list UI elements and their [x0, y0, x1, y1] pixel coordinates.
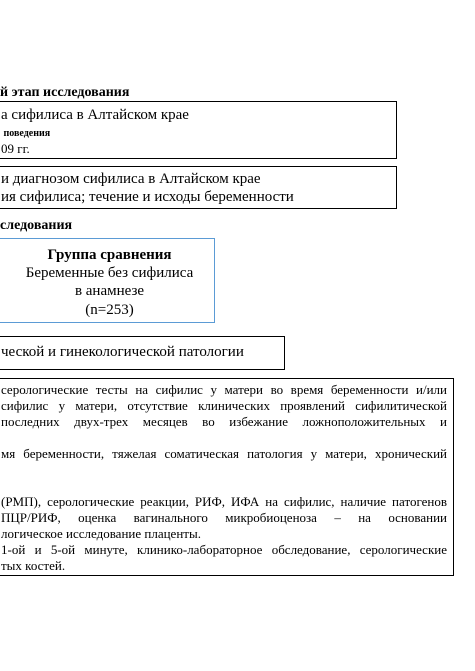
pathology-text: ческой и гинекологической патологии: [1, 344, 244, 360]
criteria-line-9: тых костей.: [1, 558, 66, 573]
section-heading: следования: [0, 218, 73, 233]
comparison-group-box: [0, 238, 215, 323]
comparison-group-desc-1: Беременные без сифилиса: [25, 265, 194, 281]
criteria-line-8: 1-ой и 5-ой минуте, клинико-лабораторное обследование, серологические: [1, 542, 447, 557]
criteria-box: [0, 378, 454, 576]
criteria-line-3: последних двух-трех месяцев во избежание ложноположительных и: [1, 414, 447, 429]
pathology-box: [0, 336, 285, 370]
criteria-line-7: логическое исследование плаценты.: [1, 526, 201, 541]
criteria-line-6: ПЦР/РИФ, оценка вагинального микробиоценоза – на основании: [1, 510, 447, 525]
study-box-2-line2: ия сифилиса; течение и исходы беременности: [1, 189, 294, 205]
comparison-group-count: (n=253): [85, 302, 134, 318]
study-box-1: [0, 101, 397, 159]
criteria-line-5: (РМП), серологические реакции, РИФ, ИФА на сифилис, наличие патогенов: [1, 494, 447, 509]
study-box-1-years: 09 гг.: [1, 141, 30, 156]
comparison-group-title: Группа сравнения: [47, 247, 172, 263]
study-box-1-subtitle: поведения: [1, 128, 51, 139]
study-box-2: [0, 166, 397, 209]
stage-heading: й этап исследования: [0, 85, 130, 100]
criteria-line-2: сифилис у матери, отсутствие клинических проявлений сифилитической: [1, 398, 447, 413]
comparison-group-desc-2: в анамнезе: [74, 283, 145, 299]
criteria-line-1: серологические тесты на сифилис у матери во время беременности и/или: [1, 382, 447, 397]
criteria-line-4: мя беременности, тяжелая соматическая патология у матери, хронический: [1, 446, 447, 461]
study-box-1-title: а сифилиса в Алтайском крае: [1, 107, 189, 123]
study-box-2-line1: и диагнозом сифилиса в Алтайском крае: [1, 171, 261, 187]
